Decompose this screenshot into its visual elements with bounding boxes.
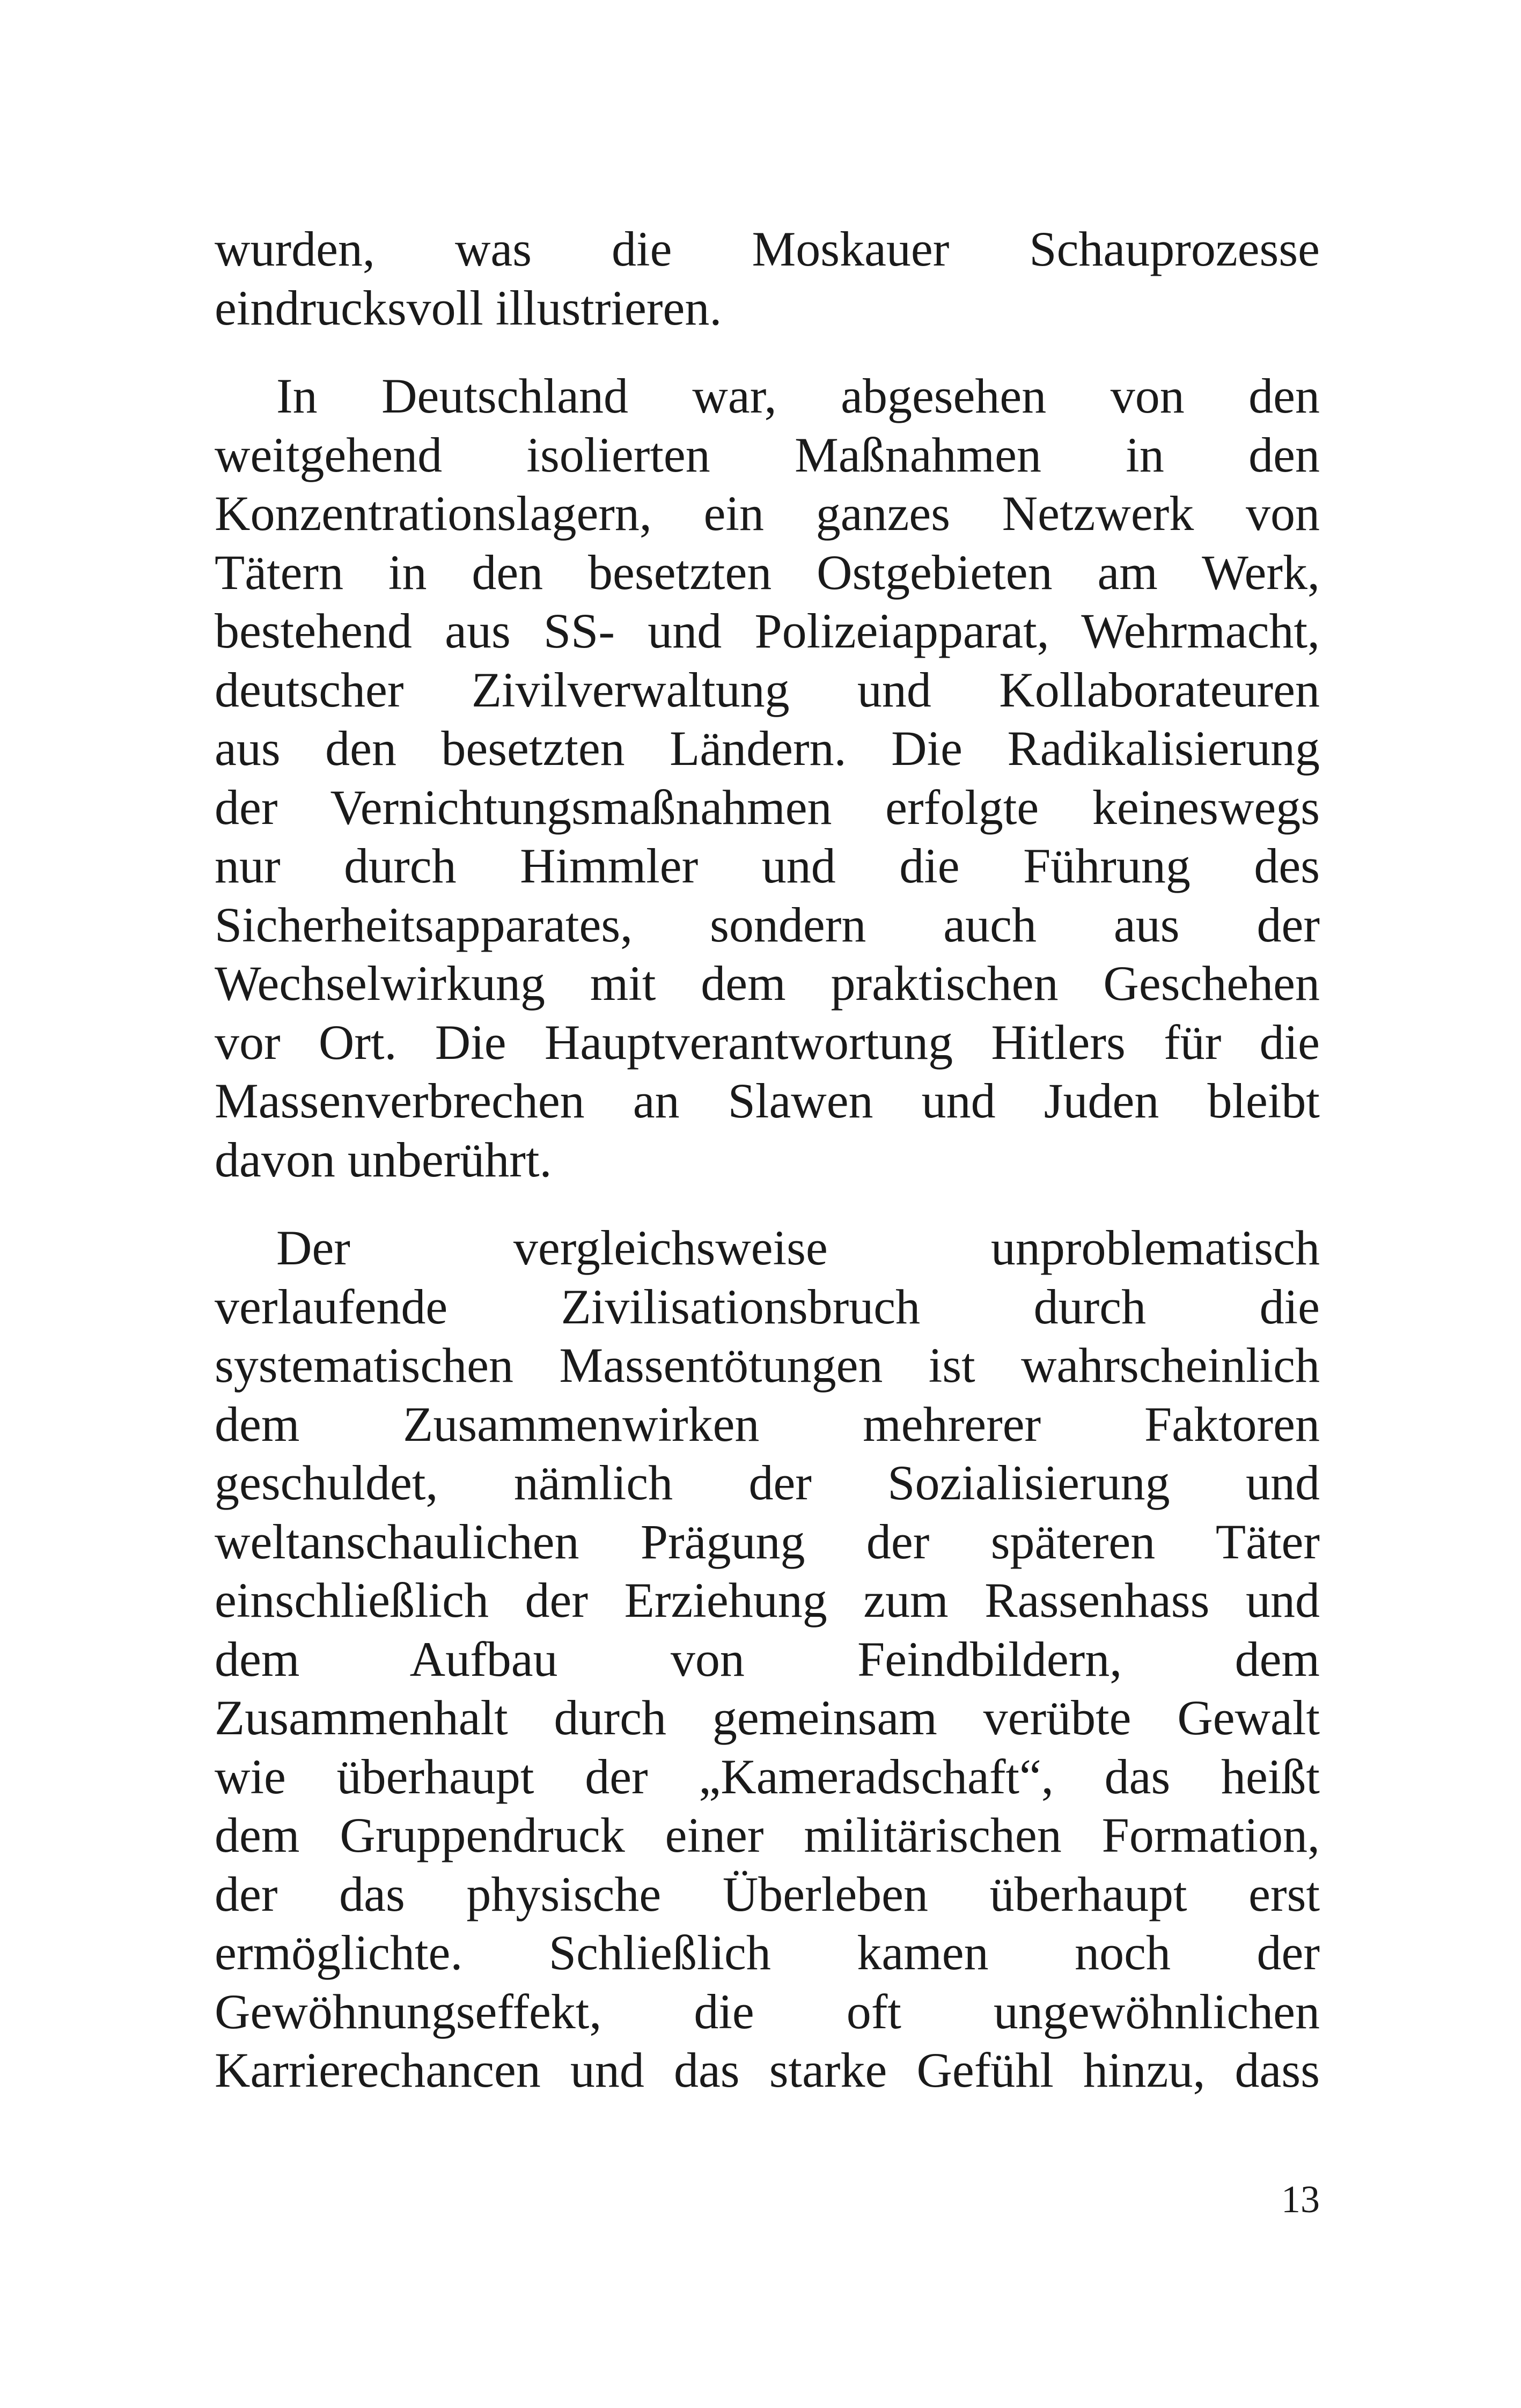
text-line: Tätern in den besetzten Ostgebieten am Werk,: [215, 544, 1320, 600]
text-line: dem Aufbau von Feindbildern, dem: [215, 1631, 1320, 1687]
text-line: Der vergleichsweise unproblematisch: [276, 1220, 1320, 1275]
text-line: Sicherheitsapparates, sondern auch aus der: [215, 897, 1320, 952]
text-line: davon unberührt.: [215, 1132, 552, 1187]
text-line: dem Zusammenwirken mehrerer Faktoren: [215, 1396, 1320, 1452]
text-line: einschließlich der Erziehung zum Rassenhass und: [215, 1573, 1320, 1628]
paragraph-2: [215, 367, 1320, 1189]
text-line: Konzentrationslagern, ein ganzes Netzwerk von: [215, 486, 1320, 541]
text-line: Zusammenhalt durch gemeinsam verübte Gewalt: [215, 1690, 1320, 1745]
text-line: weltanschaulichen Prägung der späteren Täter: [215, 1514, 1320, 1569]
text-line: wurden, was die Moskauer Schauprozesse: [215, 222, 1320, 276]
text-line: vor Ort. Die Hauptverantwortung Hitlers für die: [215, 1014, 1320, 1070]
text-line: nur durch Himmler und die Führung des: [215, 838, 1320, 893]
text-line: wie überhaupt der „Kameradschaft“, das heißt: [215, 1749, 1320, 1804]
body-text: [215, 220, 1320, 2100]
text-line: Massenverbrechen an Slawen und Juden bleibt: [215, 1073, 1320, 1128]
paragraph-3: [215, 1219, 1320, 2100]
text-line: verlaufende Zivilisationsbruch durch die: [215, 1279, 1320, 1334]
text-line: geschuldet, nämlich der Sozialisierung und: [215, 1455, 1320, 1510]
text-line: ermöglichte. Schließlich kamen noch der: [215, 1925, 1320, 1980]
text-line: In Deutschland war, abgesehen von den: [276, 369, 1320, 423]
text-line: der Vernichtungsmaßnahmen erfolgte keineswegs: [215, 779, 1320, 835]
page-number: 13: [1281, 2178, 1320, 2221]
text-line: dem Gruppendruck einer militärischen Formation,: [215, 1808, 1320, 1862]
text-line: der das physische Überleben überhaupt erst: [215, 1866, 1320, 1921]
paragraph-1: [215, 220, 1320, 337]
text-line: systematischen Massentötungen ist wahrscheinlich: [215, 1338, 1320, 1393]
text-line: deutscher Zivilverwaltung und Kollaborateuren: [215, 662, 1320, 717]
text-line: Karrierechancen und das starke Gefühl hinzu, dass: [215, 2043, 1320, 2097]
text-line: Gewöhnungseffekt, die oft ungewöhnlichen: [215, 1984, 1320, 2039]
text-line: Wechselwirkung mit dem praktischen Geschehen: [215, 956, 1320, 1011]
text-line: bestehend aus SS- und Polizeiapparat, Wehrmacht,: [215, 603, 1320, 658]
text-line: aus den besetzten Ländern. Die Radikalisierung: [215, 721, 1320, 776]
text-line: eindrucksvoll illustrieren.: [215, 280, 722, 335]
text-line: weitgehend isolierten Maßnahmen in den: [215, 427, 1320, 482]
